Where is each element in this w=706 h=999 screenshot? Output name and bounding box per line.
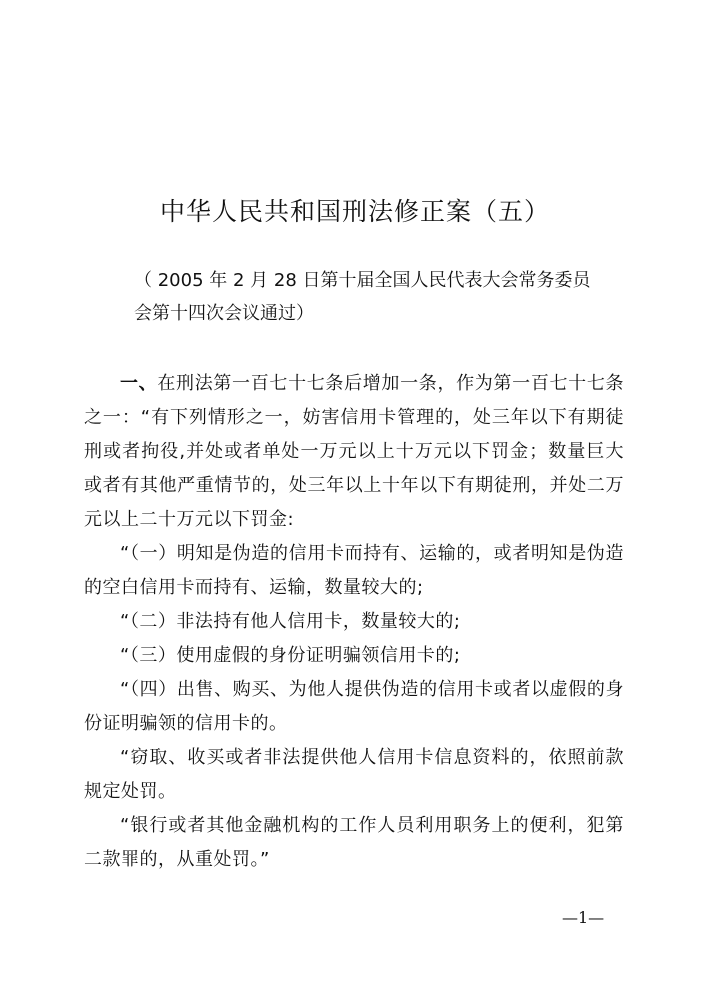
document-subtitle: （ 2005 年 2 月 28 日第十届全国人民代表大会常务委员 会第十四次会议通过） (134, 270, 591, 324)
paragraph-item-two: “（二）非法持有他人信用卡，数量较大的; (120, 611, 461, 632)
page-number: —1— (562, 908, 605, 927)
paragraph-article-one (84, 367, 624, 537)
paragraph-item-one: “（一）明知是伪造的信用卡而持有、运输的，或者明知是伪造的空白信用卡而持有、运输，数量较大的; (84, 543, 624, 598)
paragraph-item-four: “（四）出售、购买、为他人提供伪造的信用卡或者以虚假的身份证明骗领的信用卡的。 (84, 679, 624, 734)
paragraph-clause-two: “窃取、收买或者非法提供他人信用卡信息资料的，依照前款规定处罚。 (84, 747, 624, 802)
paragraph-text: 在刑法第一百七十七条后增加一条，作为第一百七十七条之一：“有下列情形之一，妨害信用卡管理的，处三年以下有期徒刑或者拘役,并处或者单处一万元以上十万元以下罚金；数量巨大或者有其他严重情节的，处三年以上十年以下有期徒刑，并处二万元以上二十万元以下罚金: (84, 373, 625, 530)
paragraph-item-three: “（三）使用虚假的身份证明骗领信用卡的; (120, 645, 461, 666)
paragraph-clause-three: “银行或者其他金融机构的工作人员利用职务上的便利，犯第二款罪的，从重处罚。” (84, 815, 624, 870)
document-body (84, 367, 624, 877)
document-title: 中华人民共和国刑法修正案（五） (160, 197, 551, 226)
article-number: 一、 (120, 373, 158, 394)
